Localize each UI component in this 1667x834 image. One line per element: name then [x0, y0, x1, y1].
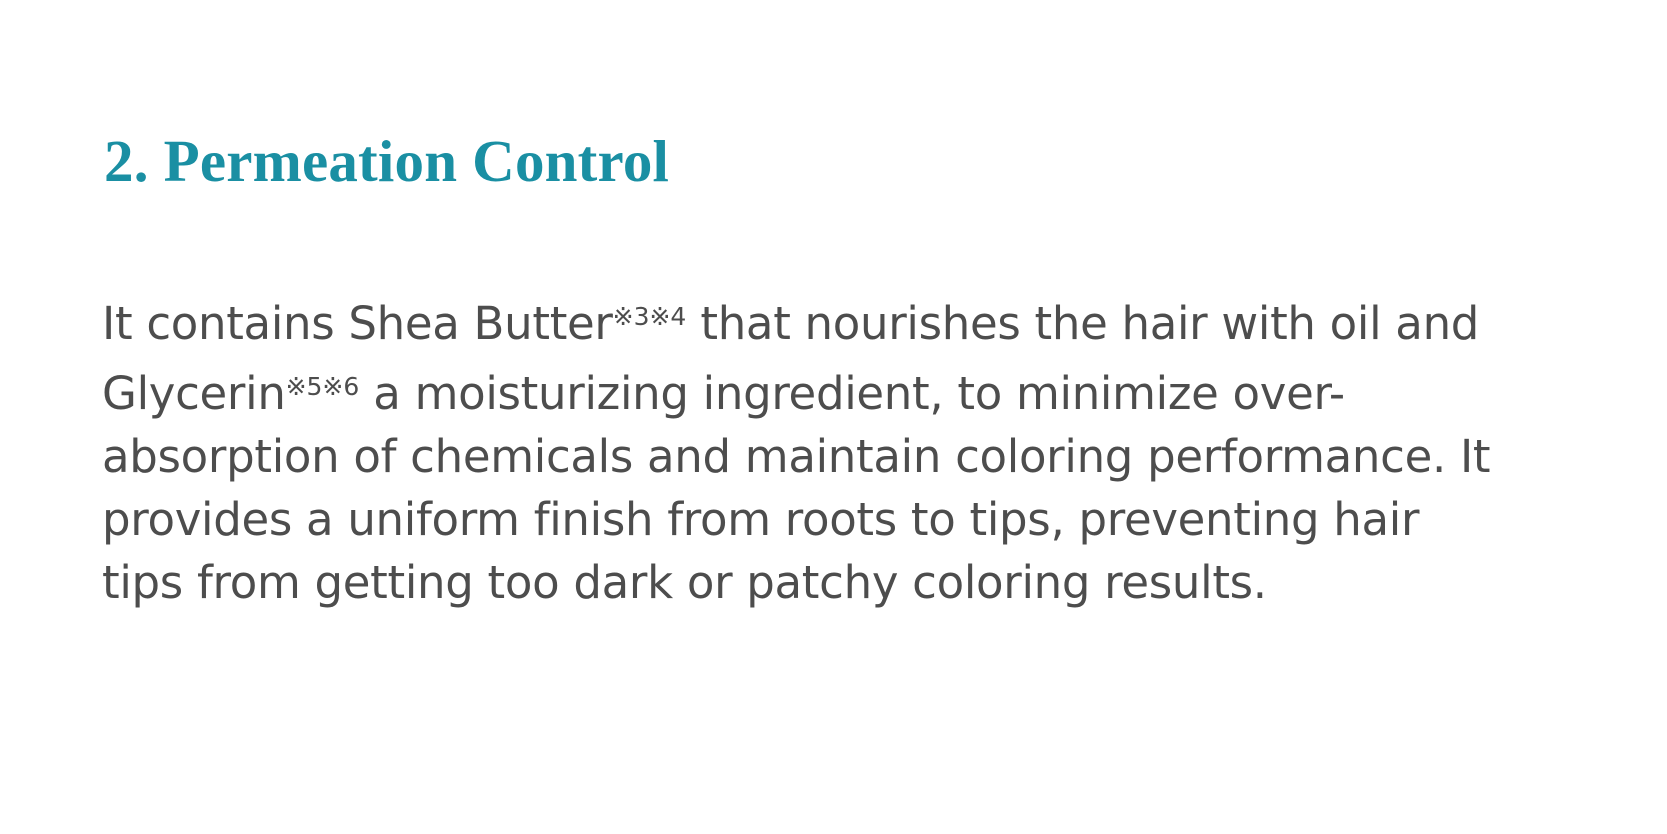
footnote-ref-3-4: ※3※4: [612, 302, 687, 331]
body-segment-1: It contains Shea Butter: [102, 296, 613, 350]
body-paragraph: [102, 285, 1502, 614]
footnote-ref-5-6: ※5※6: [285, 371, 360, 401]
page-title: 2. Permeation Control: [104, 127, 670, 194]
body-segment-2: that nourishes the hair with oil and Glycerin: [102, 296, 1480, 420]
body-segment-3: a moisturizing ingredient, to minimize over-absorption of chemicals and maintain coloring performance. It provides a uniform finish from roots to tips, preventing hair tips from getting too dark or patchy coloring results.: [102, 366, 1491, 609]
